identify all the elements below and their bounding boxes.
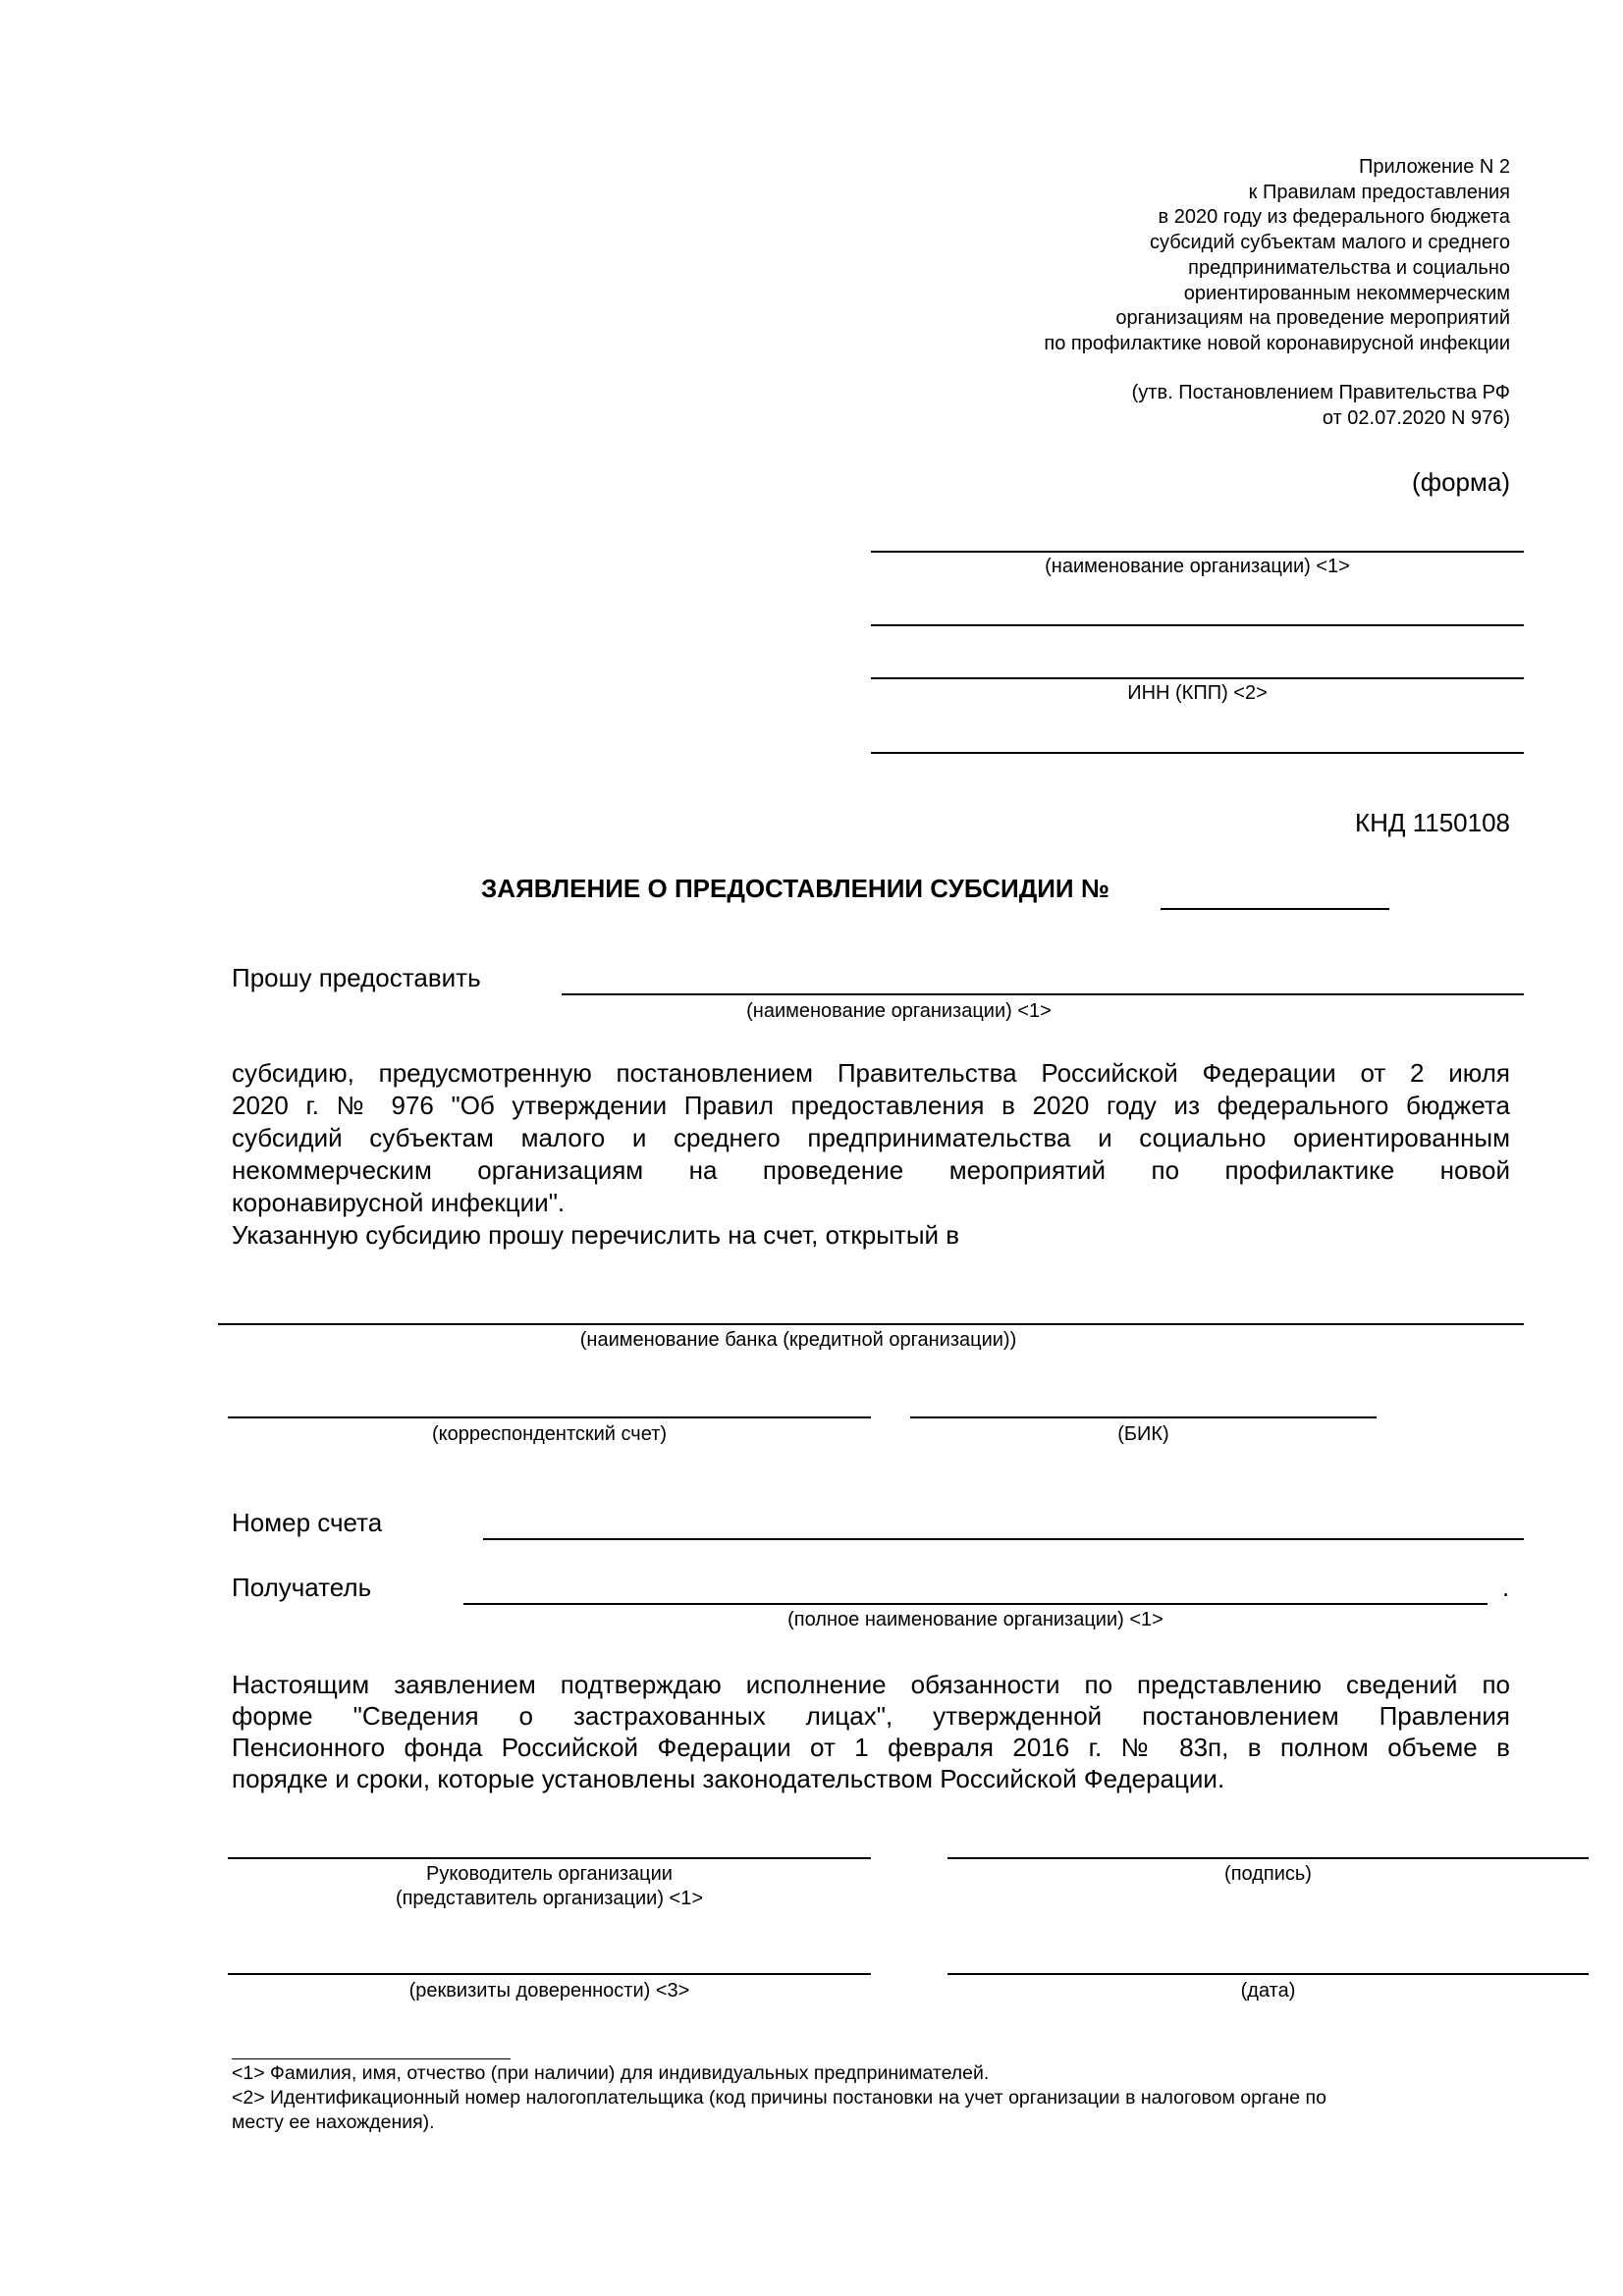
recipient-line (463, 1603, 1488, 1605)
appendix-header (884, 155, 1510, 357)
request-paragraph (232, 1057, 1510, 1252)
knd-code: КНД 1150108 (1354, 808, 1510, 837)
corr-account-caption: (корреспондентский счет) (431, 1423, 668, 1445)
appendix-line: организациям на проведение мероприятий (1115, 307, 1510, 330)
form-label: (форма) (1412, 467, 1510, 497)
confirmation-line: Настоящим заявлением подтверждаю исполнение обязанности по представлению сведений по (232, 1670, 1510, 1699)
appendix-line: к Правилам предоставления (1248, 181, 1510, 203)
confirmation-paragraph (232, 1669, 1510, 1794)
footnote-2-cont: месту ее нахождения). (232, 2111, 435, 2133)
bik-caption: (БИК) (1117, 1423, 1169, 1445)
signature-line (947, 1857, 1589, 1859)
bik-line (910, 1416, 1377, 1418)
footnote-2: <2> Идентификационный номер налогоплательщика (код причины постановки на учет организации в налоговом органе по (232, 2087, 1326, 2109)
approval-line: (утв. Постановлением Правительства РФ (1131, 382, 1510, 403)
paragraph-line: субсидию, предусмотренную постановлением Правительства Российской Федерации от 2 июля (232, 1058, 1510, 1088)
org-name-line-2 (871, 624, 1524, 626)
paragraph-line: некоммерческим организациям на проведение мероприятий по профилактике новой (232, 1155, 1510, 1185)
head-signature-line (228, 1857, 871, 1859)
document-title: ЗАЯВЛЕНИЕ О ПРЕДОСТАВЛЕНИИ СУБСИДИИ № (481, 874, 1109, 903)
bank-name-line (218, 1323, 1524, 1325)
org-name-line (871, 551, 1524, 553)
request-org-line (562, 993, 1524, 995)
footnotes (232, 2061, 1538, 2135)
account-number-line (483, 1538, 1524, 1540)
appendix-line: предпринимательства и социально (1188, 256, 1510, 279)
head-caption-line: Руководитель организации (426, 1863, 673, 1885)
paragraph-line: 2020 г. № 976 "Об утверждении Правил предоставления в 2020 году из федерального бюджета (232, 1091, 1510, 1120)
recipient-label: Получатель (232, 1573, 372, 1602)
head-caption (228, 1862, 871, 1911)
application-number-line (1161, 908, 1389, 910)
appendix-line: субсидий субъектам малого и среднего (1150, 232, 1510, 254)
paragraph-line: коронавирусной инфекции". (232, 1188, 566, 1217)
bank-name-caption: (наименование банка (кредитной организации)) (579, 1329, 1017, 1351)
request-org-caption: (наименование организации) <1> (746, 1000, 1052, 1022)
kpp-line (871, 752, 1524, 754)
org-name-caption: (наименование организации) <1> (1045, 556, 1350, 577)
confirmation-line: Пенсионного фонда Российской Федерации от 1 февраля 2016 г. № 83п, в полном объеме в (232, 1733, 1510, 1762)
inn-line (871, 677, 1524, 679)
recipient-caption: (полное наименование организации) <1> (787, 1609, 1163, 1630)
account-label: Номер счета (232, 1508, 383, 1537)
approval-line: от 02.07.2020 N 976) (1322, 406, 1510, 429)
signature-caption: (подпись) (1224, 1863, 1312, 1885)
approval-note (884, 381, 1510, 431)
head-caption-line: (представитель организации) <1> (395, 1888, 704, 1909)
request-label: Прошу предоставить (232, 963, 481, 992)
inn-caption: ИНН (КПП) <2> (1127, 682, 1268, 704)
confirmation-line: порядке и сроки, которые установлены законодательством Российской Федерации. (232, 1764, 1225, 1793)
recipient-end: . (1502, 1573, 1510, 1602)
date-caption: (дата) (1240, 1980, 1296, 2002)
poa-caption: (реквизиты доверенности) <3> (408, 1980, 690, 2002)
date-line (947, 1973, 1589, 1975)
appendix-line: по профилактике новой коронавирусной инфекции (1044, 332, 1510, 354)
appendix-line: Приложение N 2 (1359, 156, 1510, 178)
paragraph-line: субсидий субъектам малого и среднего предпринимательства и социально ориентированным (232, 1123, 1510, 1152)
transfer-line: Указанную субсидию прошу перечислить на счет, открытый в (232, 1220, 960, 1250)
appendix-line: ориентированным некоммерческим (1183, 282, 1510, 304)
confirmation-line: форме "Сведения о застрахованных лицах", утвержденной постановлением Правления (232, 1701, 1510, 1731)
footnote-separator (232, 2058, 511, 2059)
corr-account-line (228, 1416, 871, 1418)
footnote-1: <1> Фамилия, имя, отчество (при наличии) для индивидуальных предпринимателей. (232, 2062, 990, 2084)
poa-line (228, 1973, 871, 1975)
appendix-line: в 2020 году из федерального бюджета (1158, 206, 1510, 229)
